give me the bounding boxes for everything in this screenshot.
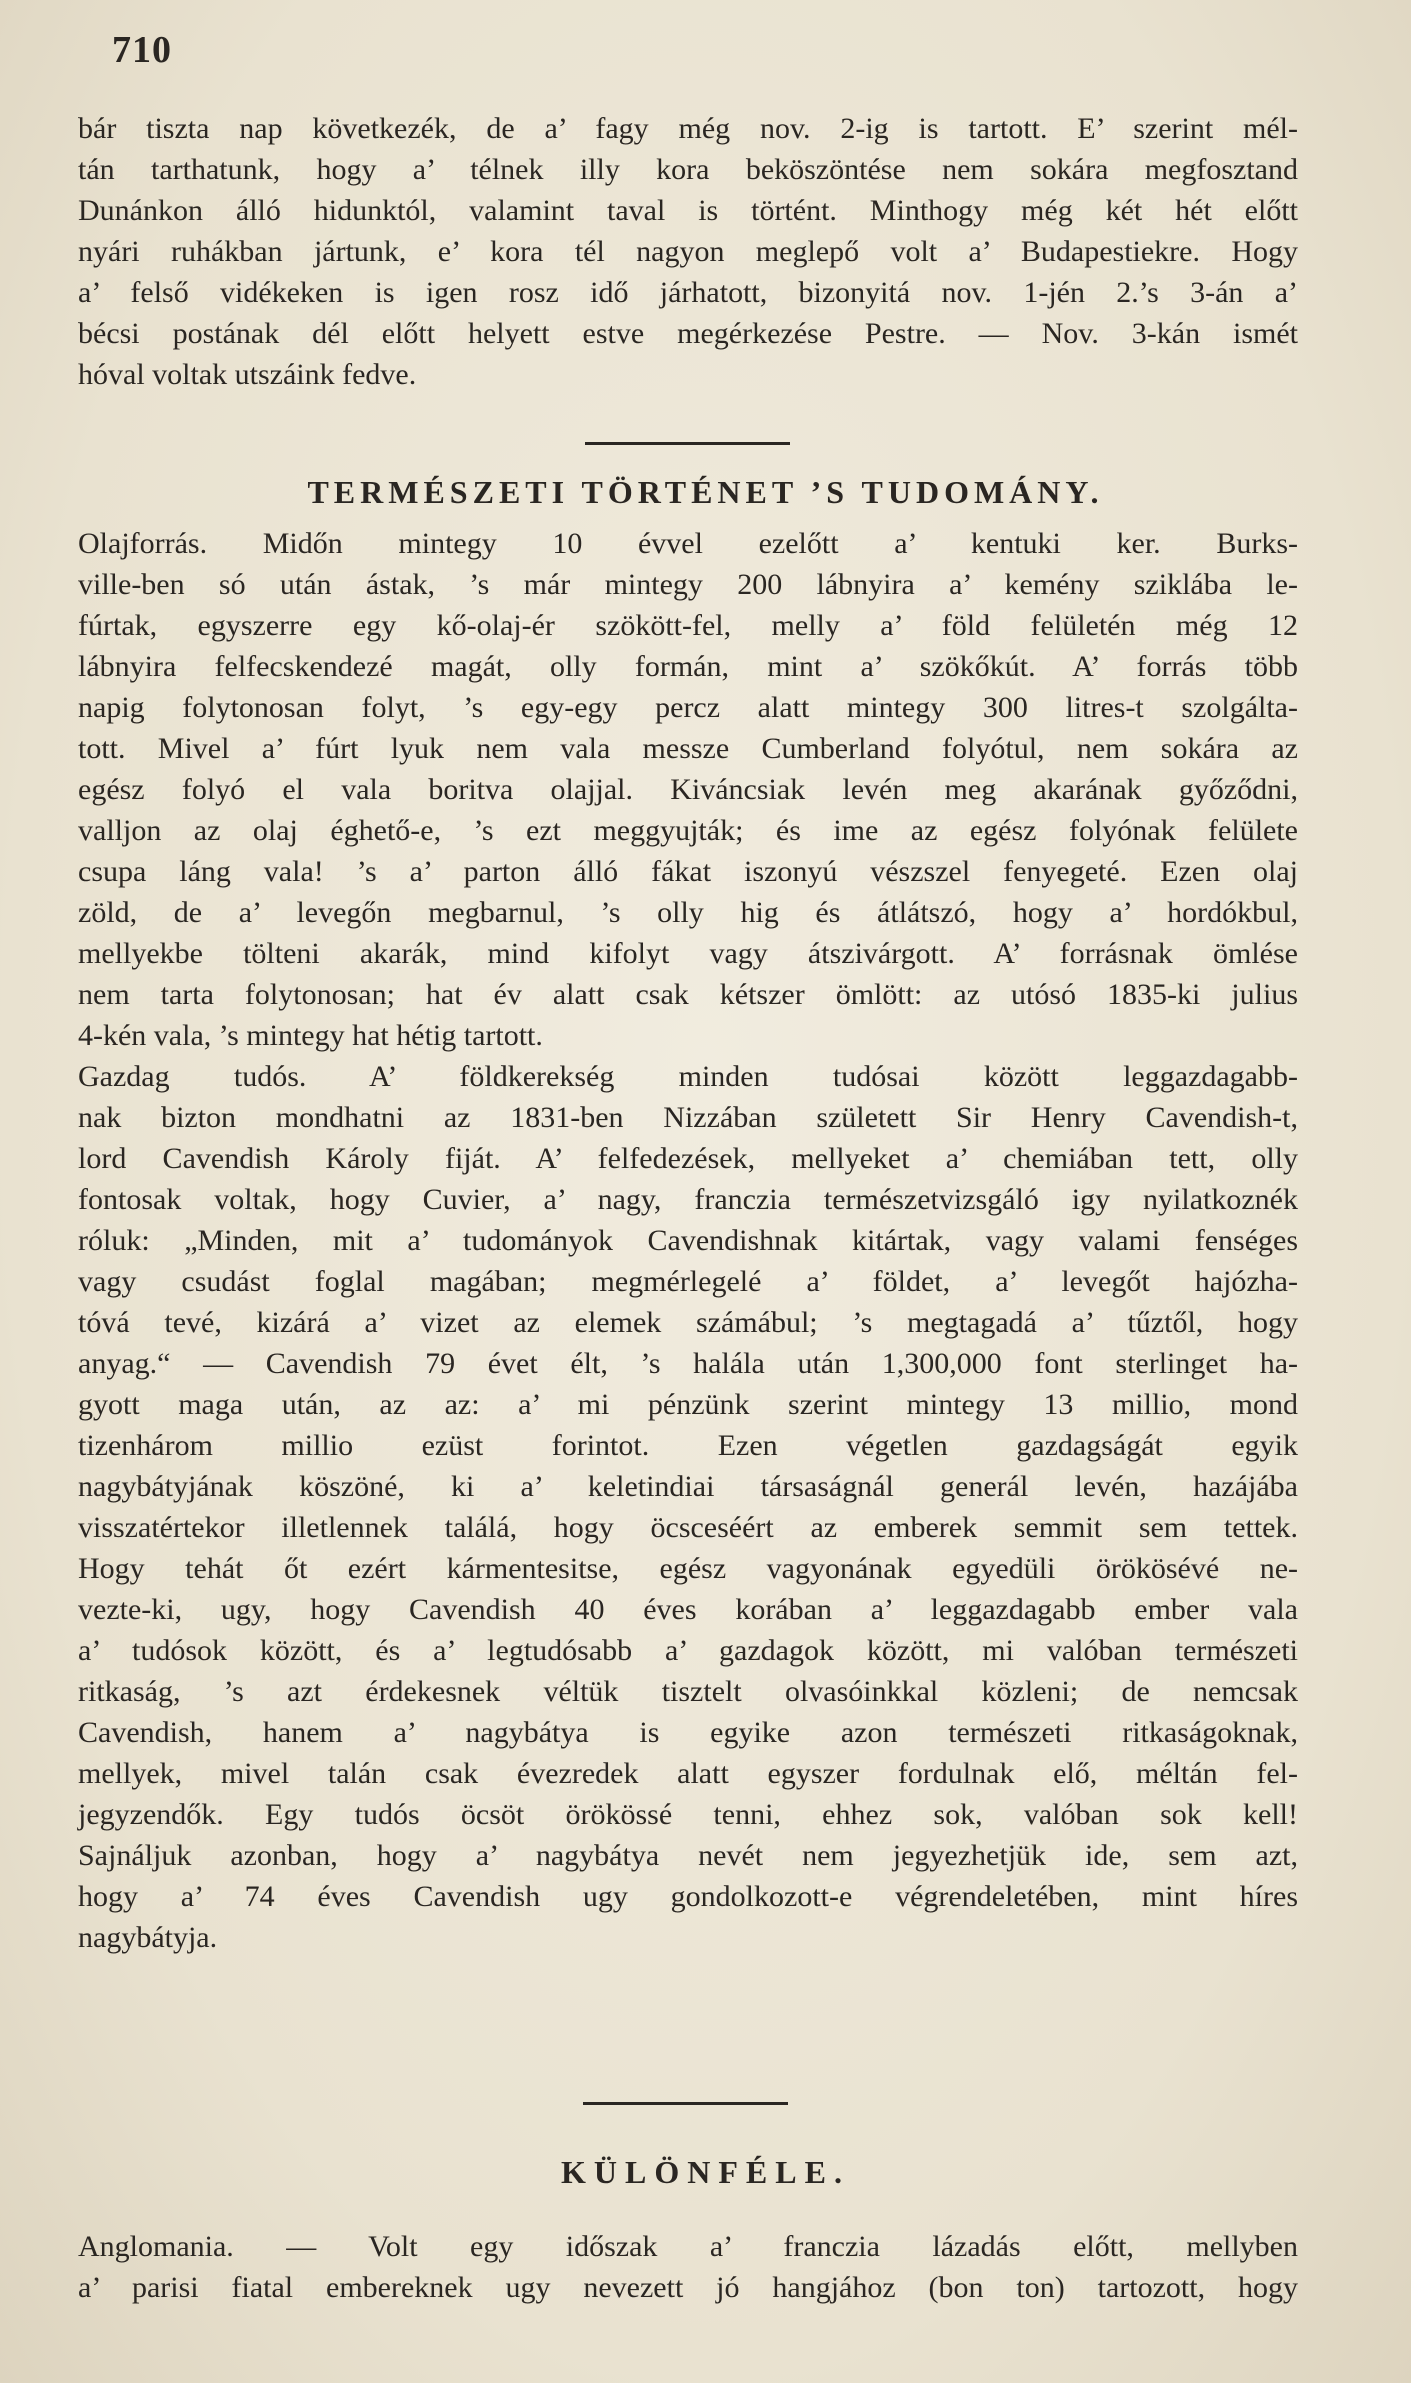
text-line: gyott maga után, az az: a’ mi pénzünk szerint mintegy 13 millio, mond <box>78 1388 1298 1421</box>
text-line: Hogy tehát őt ezért kármentesitse, egész vagyonának egyedüli örökösévé ne- <box>78 1552 1298 1585</box>
text-line: jegyzendők. Egy tudós öcsöt örökössé tenni, ehhez sok, valóban sok kell! <box>78 1798 1298 1831</box>
section-divider <box>585 442 790 445</box>
miscellany-article <box>78 2226 1298 2308</box>
section-heading-natural-history: TERMÉSZETI TÖRTÉNET ’S TUDOMÁNY. <box>307 474 1104 510</box>
text-line: egész folyó el vala boritva olajjal. Kiváncsiak levén meg akarának győződni, <box>78 773 1298 806</box>
text-line: Olajforrás. Midőn mintegy 10 évvel ezelőtt a’ kentuki ker. Burks- <box>78 527 1298 560</box>
text-line: nagybátyja. <box>78 1921 218 1954</box>
text-line: ritkaság, ’s azt érdekesnek véltük tisztelt olvasóinkkal közleni; de nemcsak <box>78 1675 1298 1708</box>
text-line: a’ tudósok között, és a’ legtudósabb a’ gazdagok között, mi valóban természeti <box>78 1634 1298 1667</box>
text-line: tóvá tevé, kizárá a’ vizet az elemek számábul; ’s megtagadá a’ tűztől, hogy <box>78 1306 1298 1339</box>
text-line: napig folytonosan folyt, ’s egy-egy percz alatt mintegy 300 litres-t szolgálta- <box>78 691 1298 724</box>
text-line: nak bizton mondhatni az 1831-ben Nizzában született Sir Henry Cavendish-t, <box>78 1101 1298 1134</box>
text-line: vagy csudást foglal magában; megmérlegelé a’ földet, a’ levegőt hajózha- <box>78 1265 1298 1298</box>
page-number: 710 <box>112 29 172 71</box>
text-line: róluk: „Minden, mit a’ tudományok Cavendishnak kitártak, vagy valami fenséges <box>78 1224 1298 1257</box>
text-line: hogy a’ 74 éves Cavendish ugy gondolkozott-e végrendeletében, mint híres <box>78 1880 1298 1913</box>
text-line: fontosak voltak, hogy Cuvier, a’ nagy, franczia természetvizsgáló igy nyilatkoznék <box>78 1183 1298 1216</box>
text-line: a’ felső vidékeken is igen rosz idő járhatott, bizonyitá nov. 1-jén 2.’s 3-án a’ <box>78 276 1298 309</box>
text-line: bécsi postának dél előtt helyett estve megérkezése Pestre. — Nov. 3-kán ismét <box>78 317 1298 350</box>
text-line: vezte-ki, ugy, hogy Cavendish 40 éves korában a’ leggazdagabb ember vala <box>78 1593 1298 1626</box>
text-line: Anglomania. — Volt egy időszak a’ franczia lázadás előtt, mellyben <box>78 2230 1298 2263</box>
text-line: visszatértekor illetlennek találá, hogy öcsceséért az emberek semmit sem tettek. <box>78 1511 1298 1544</box>
text-line: valljon az olaj éghető-e, ’s ezt meggyujták; és ime az egész folyónak felülete <box>78 814 1298 847</box>
text-line: nagybátyjának köszöné, ki a’ keletindiai társaságnál generál levén, hazájába <box>78 1470 1298 1503</box>
text-line: Cavendish, hanem a’ nagybátya is egyike azon természeti ritkaságoknak, <box>78 1716 1298 1749</box>
text-line: Dunánkon álló hidunktól, valamint taval is történt. Minthogy még két hét előtt <box>78 194 1298 227</box>
section-divider <box>583 2102 788 2105</box>
section-heading-miscellany: KÜLÖNFÉLE. <box>561 2154 850 2190</box>
text-line: mellyekbe tölteni akarák, mind kifolyt vagy átszivárgott. A’ forrásnak ömlése <box>78 937 1298 970</box>
text-line: ville-ben só után ástak, ’s már mintegy 200 lábnyira a’ kemény sziklába le- <box>78 568 1298 601</box>
text-line: fúrtak, egyszerre egy kő-olaj-ér szökött-fel, melly a’ föld felületén még 12 <box>78 609 1298 642</box>
text-line: lord Cavendish Károly fiját. A’ felfedezések, mellyeket a’ chemiában tett, olly <box>78 1142 1298 1175</box>
text-line: csupa láng vala! ’s a’ parton álló fákat iszonyú vészszel fenyegeté. Ezen olaj <box>78 855 1298 888</box>
text-line: lábnyira felfecskendezé magát, olly formán, mint a’ szökőkút. A’ forrás több <box>78 650 1298 683</box>
text-line: tizenhárom millio ezüst forintot. Ezen végetlen gazdagságát egyik <box>78 1429 1298 1462</box>
text-line: tott. Mivel a’ fúrt lyuk nem vala messze Cumberland folyótul, nem sokára az <box>78 732 1298 765</box>
text-line: 4-kén vala, ’s mintegy hat hétig tartott. <box>78 1019 543 1052</box>
text-line: nem tarta folytonosan; hat év alatt csak kétszer ömlött: az utósó 1835-ki julius <box>78 978 1298 1011</box>
text-line: anyag.“ — Cavendish 79 évet élt, ’s halála után 1,300,000 font sterlinget ha- <box>78 1347 1298 1380</box>
intro-paragraph <box>78 108 1298 395</box>
natural-history-articles <box>78 523 1298 1958</box>
text-line: tán tarthatunk, hogy a’ télnek illy kora beköszöntése nem sokára megfosztand <box>78 153 1298 186</box>
text-line: a’ parisi fiatal embereknek ugy nevezett jó hangjához (bon ton) tartozott, hogy <box>78 2271 1298 2304</box>
text-line: hóval voltak utszáink fedve. <box>78 358 417 391</box>
text-line: nyári ruhákban jártunk, e’ kora tél nagyon meglepő volt a’ Budapestiekre. Hogy <box>78 235 1298 268</box>
text-line: zöld, de a’ levegőn megbarnul, ’s olly hig és átlátszó, hogy a’ hordókbul, <box>78 896 1298 929</box>
text-line: Sajnáljuk azonban, hogy a’ nagybátya nevét nem jegyezhetjük ide, sem azt, <box>78 1839 1298 1872</box>
text-line: Gazdag tudós. A’ földkerekség minden tudósai között leggazdagabb- <box>78 1060 1298 1093</box>
text-line: mellyek, mivel talán csak évezredek alatt egyszer fordulnak elő, méltán fel- <box>78 1757 1298 1790</box>
text-line: bár tiszta nap következék, de a’ fagy még nov. 2-ig is tartott. E’ szerint mél- <box>78 112 1298 145</box>
